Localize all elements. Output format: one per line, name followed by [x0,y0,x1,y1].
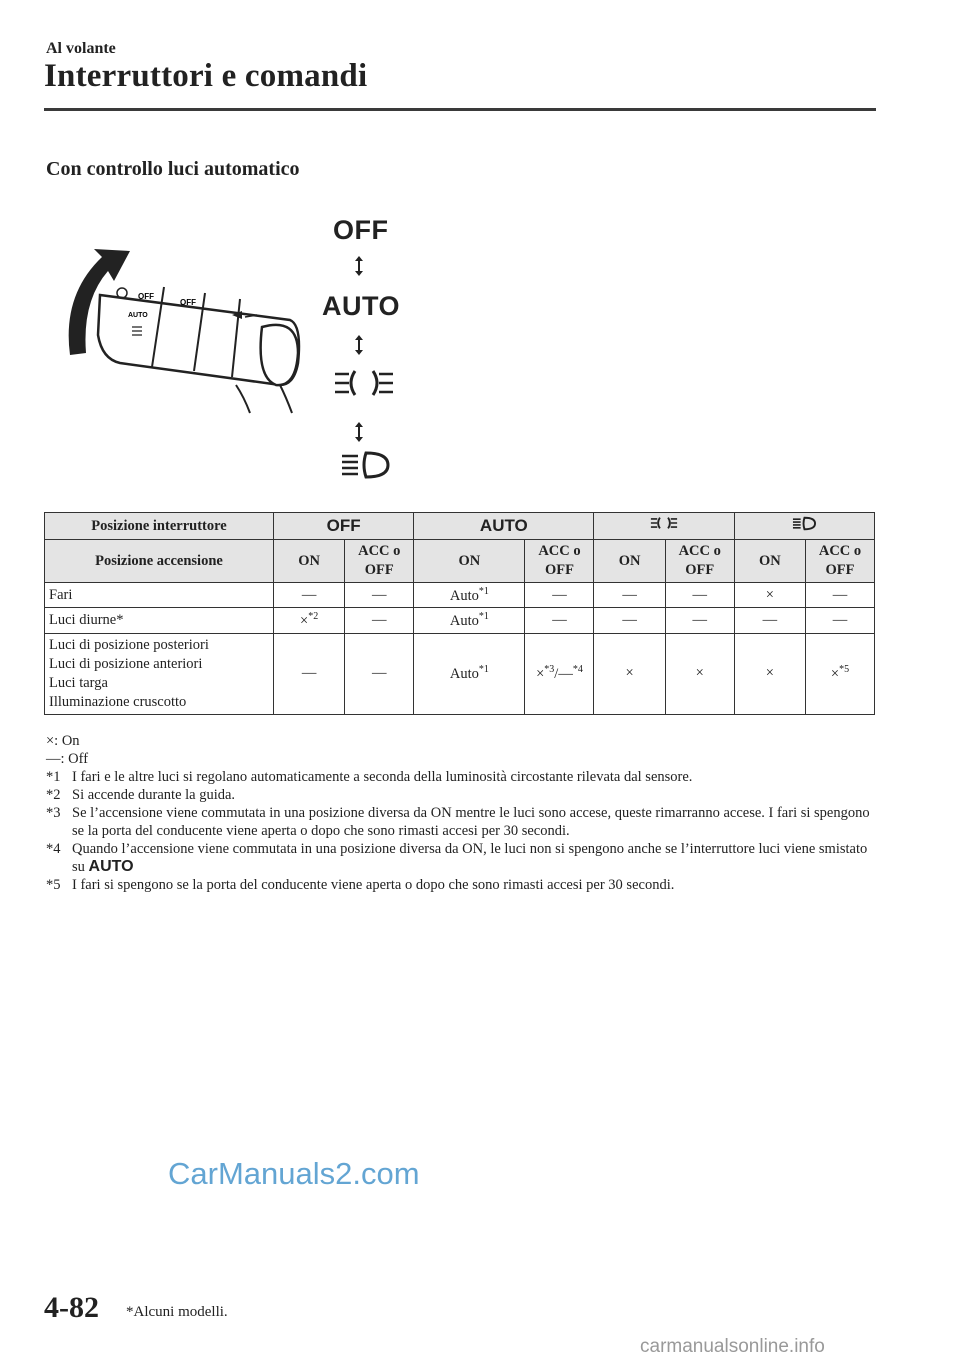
table-cell: — [525,608,594,634]
arrow-updown-icon [353,255,365,277]
position-auto-label: AUTO [322,291,401,321]
footnote-ref: *1 [478,585,489,597]
position-off-label: OFF [333,215,389,245]
ignition-cell: ACC o OFF [525,540,594,583]
footnote-key: *1 [46,769,61,785]
table-cell [806,634,875,714]
light-switch-lever-illustration [40,235,310,415]
headlight-icon [340,450,390,480]
section-label: Al volante [46,40,116,57]
footnote-key: *5 [46,877,61,893]
row-label-line: Luci di posizione posteriori [49,637,209,654]
table-cell [414,608,525,634]
parking-lights-icon [333,366,395,400]
cell-value: Auto [449,613,479,630]
cell-value: Auto [449,587,479,604]
ignition-position-header: Posizione accensione [45,540,274,583]
footnote [46,804,876,840]
footnote-key: *4 [46,841,61,857]
switch-auto-header [414,513,594,540]
models-note: *Alcuni modelli. [126,1304,228,1320]
table-cell [274,608,345,634]
legend-on: ×: On [46,733,80,749]
table-cell: — [345,634,414,714]
switch-off-label: OFF [326,516,361,535]
lever-auto-mark: AUTO [128,312,148,319]
table-row [45,513,875,540]
footnote-ref: *4 [572,664,583,676]
footnote-key: *3 [46,805,61,821]
lever-off-mark: OFF [138,292,154,301]
ignition-cell: ACC o OFF [806,540,875,583]
table-cell: × [594,634,665,714]
footnote-text: I fari e le altre luci si regolano automaticamente a seconda della luminosità circostante rilevata dal sensore. [72,769,693,785]
ignition-cell: ON [594,540,665,583]
cell-value: × [536,666,545,683]
cell-value: /— [554,666,573,683]
ignition-cell: ON [414,540,525,583]
footnote-text: Se l’accensione viene commutata in una posizione diversa da ON mentre le luci sono accese, queste rimarranno accese. I fari si spengono se la porta del conducente viene aperta o dopo che sono rimasti accesi per 30 secondi. [72,805,870,839]
table-cell: — [274,634,345,714]
table-cell [525,634,594,714]
table-cell: — [594,582,665,608]
switch-position-header: Posizione interruttore [45,513,274,540]
row-label-line: Illuminazione cruscotto [49,693,187,710]
table-cell: — [345,608,414,634]
table-cell: — [806,582,875,608]
cell-value: × [830,666,840,683]
footnote-ref: *3 [544,664,555,676]
footnote-ref: *1 [478,664,489,676]
footnote-ref: *1 [478,611,489,623]
ignition-cell: ON [274,540,345,583]
table-row [45,634,875,714]
footnote-text: Si accende durante la guida. [72,787,236,803]
table-cell: — [734,608,805,634]
table-row [45,608,875,634]
table-row [45,540,875,583]
switch-parking-header [594,513,734,540]
table-cell: — [274,582,345,608]
table-legend [46,732,876,894]
lever-fog-off-mark: OFF [180,298,196,307]
table-cell: — [806,608,875,634]
table-cell: — [345,582,414,608]
footnote-text [72,840,876,876]
footnote [46,768,876,786]
table-cell: × [734,634,805,714]
headlight-icon [792,516,816,531]
table-cell: — [665,608,734,634]
arrow-updown-icon [353,421,365,443]
legend-off: —: Off [46,751,89,767]
page-title: Interruttori e comandi [44,58,368,94]
ignition-cell: ON [734,540,805,583]
footnote-key: *2 [46,787,61,803]
footnote-ref: *2 [308,611,319,623]
parking-lights-icon [650,515,678,531]
row-label-line: Luci di posizione anteriori [49,655,203,672]
footnote-text: I fari si spengono se la porta del conducente viene aperta o dopo che sono rimasti accesi per 30 secondi. [72,877,675,893]
site-watermark: carmanualsonline.info [640,1336,825,1357]
table-cell: — [525,582,594,608]
switch-headlight-header [734,513,874,540]
light-status-table [44,512,875,715]
row-label: Fari [45,582,274,608]
title-rule [44,108,876,111]
cell-value: × [300,613,309,630]
table-cell: — [594,608,665,634]
table-cell [414,582,525,608]
row-label-line: Luci targa [49,674,108,691]
switch-auto-label: AUTO [479,516,528,535]
auto-inline-label: AUTO [88,858,134,875]
footnote-text-body: Quando l’accensione viene commutata in una posizione diversa da ON, le luci non si spengono anche se l’interruttore luci viene smistato su [72,841,868,875]
table-cell: × [665,634,734,714]
table-cell: — [665,582,734,608]
page-number: 4-82 [44,1291,99,1324]
table-cell: × [734,582,805,608]
table-row [45,582,875,608]
footnote-ref: *5 [839,664,850,676]
ignition-cell: ACC o OFF [665,540,734,583]
footnote [46,786,876,804]
cell-value: Auto [449,666,479,683]
footnote [46,840,876,876]
watermark: CarManuals2.com [168,1156,420,1191]
subheading: Con controllo luci automatico [46,158,300,180]
switch-off-header [274,513,414,540]
footnote [46,876,876,894]
ignition-cell: ACC o OFF [345,540,414,583]
row-label: Luci diurne* [45,608,274,634]
arrow-updown-icon [353,334,365,356]
table-cell [414,634,525,714]
row-label [45,634,274,714]
